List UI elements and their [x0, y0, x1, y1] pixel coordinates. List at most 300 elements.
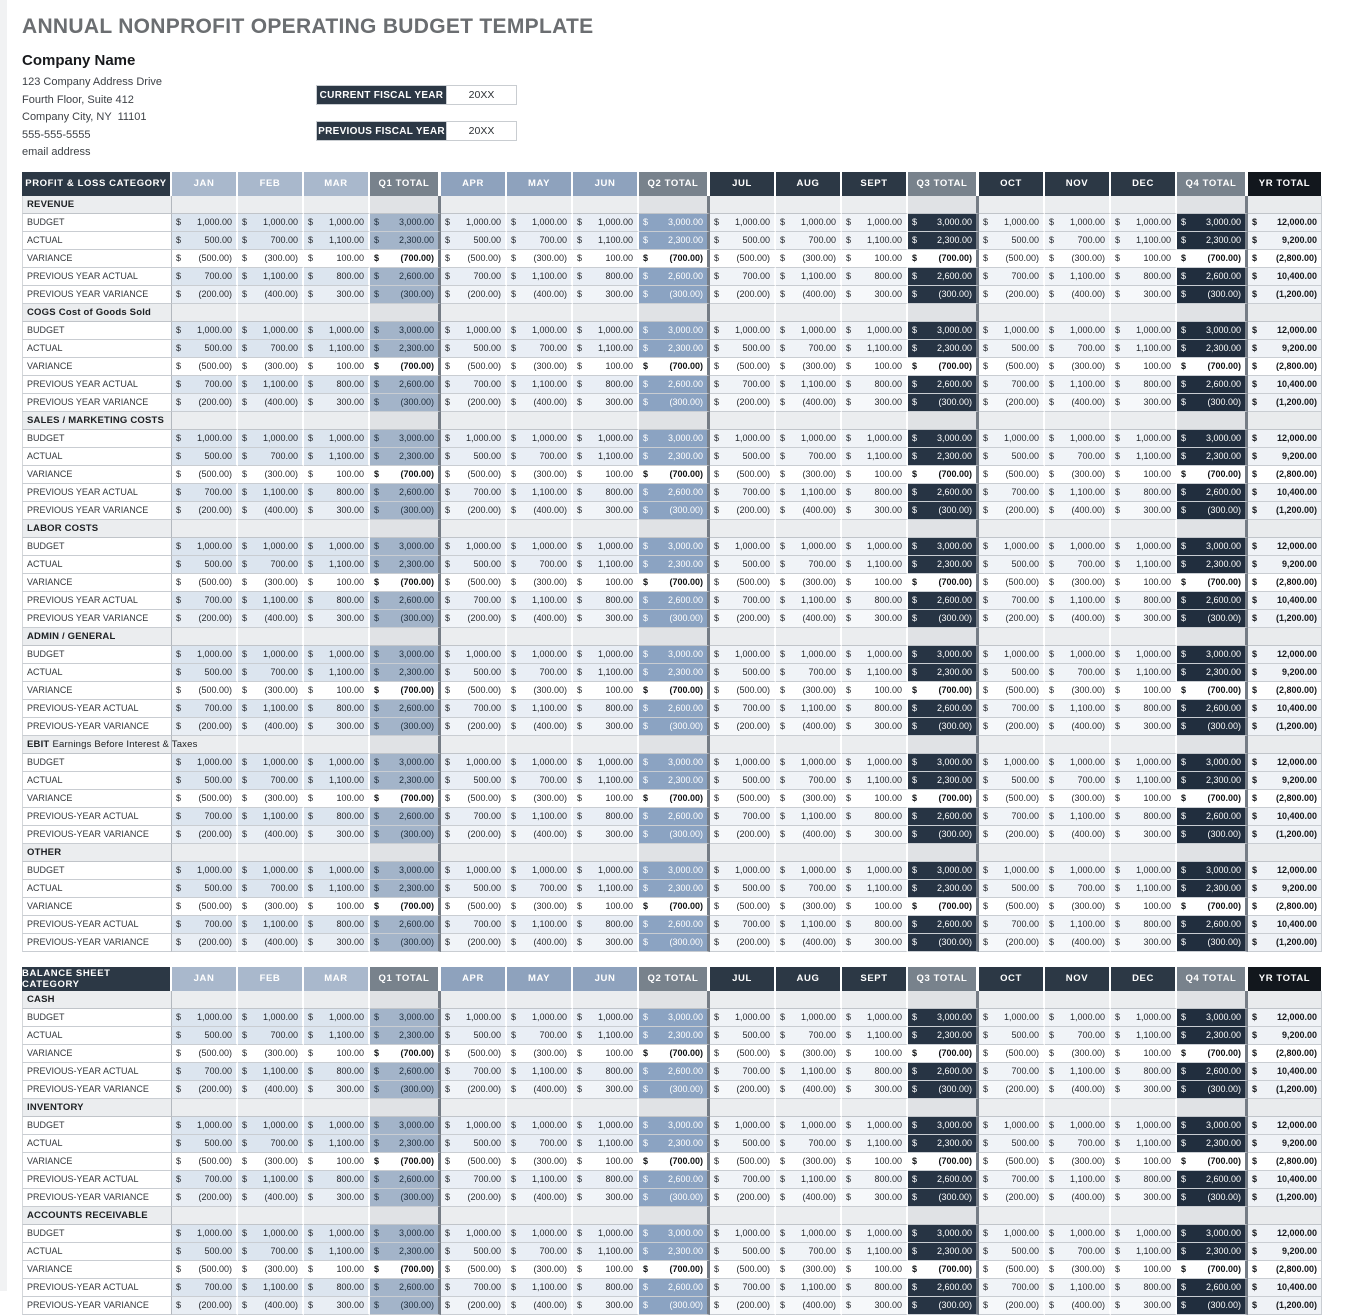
value-cell[interactable] — [172, 1261, 238, 1279]
section-cell[interactable] — [304, 1207, 370, 1225]
value-cell[interactable] — [238, 934, 304, 952]
value-cell[interactable] — [573, 358, 639, 376]
column-header-q1-total[interactable]: Q1 TOTAL — [370, 172, 441, 196]
value-cell[interactable] — [238, 376, 304, 394]
value-cell[interactable] — [1177, 358, 1248, 376]
section-cell[interactable] — [776, 736, 842, 754]
value-cell[interactable] — [710, 916, 776, 934]
value-cell[interactable] — [639, 340, 710, 358]
value-cell[interactable] — [304, 1243, 370, 1261]
value-cell[interactable] — [908, 286, 979, 304]
value-cell[interactable] — [639, 322, 710, 340]
value-cell[interactable] — [441, 250, 507, 268]
value-cell[interactable] — [573, 790, 639, 808]
value-cell[interactable] — [1045, 862, 1111, 880]
value-cell[interactable] — [441, 718, 507, 736]
value-cell[interactable] — [172, 556, 238, 574]
row-label-cell[interactable]: VARIANCE — [22, 1153, 172, 1171]
value-cell[interactable] — [1248, 376, 1322, 394]
value-cell[interactable] — [1177, 1081, 1248, 1099]
section-cell[interactable] — [1177, 304, 1248, 322]
section-cell[interactable] — [979, 844, 1045, 862]
value-cell[interactable] — [238, 1009, 304, 1027]
value-cell[interactable] — [441, 1135, 507, 1153]
section-cell[interactable] — [776, 196, 842, 214]
value-cell[interactable] — [573, 1297, 639, 1315]
value-cell[interactable] — [710, 700, 776, 718]
value-cell[interactable] — [441, 610, 507, 628]
value-cell[interactable] — [776, 214, 842, 232]
value-cell[interactable] — [441, 574, 507, 592]
row-label-cell[interactable]: ACTUAL — [22, 880, 172, 898]
value-cell[interactable] — [172, 826, 238, 844]
value-cell[interactable] — [304, 934, 370, 952]
value-cell[interactable] — [639, 808, 710, 826]
value-cell[interactable] — [1248, 934, 1322, 952]
value-cell[interactable] — [507, 232, 573, 250]
value-cell[interactable] — [639, 772, 710, 790]
section-cell[interactable] — [1045, 991, 1111, 1009]
value-cell[interactable] — [1045, 1297, 1111, 1315]
value-cell[interactable] — [1177, 790, 1248, 808]
value-cell[interactable] — [238, 898, 304, 916]
value-cell[interactable] — [776, 934, 842, 952]
value-cell[interactable] — [776, 250, 842, 268]
value-cell[interactable] — [441, 466, 507, 484]
section-cell[interactable] — [573, 736, 639, 754]
value-cell[interactable] — [1111, 700, 1177, 718]
value-cell[interactable] — [1177, 646, 1248, 664]
value-cell[interactable] — [370, 250, 441, 268]
value-cell[interactable] — [441, 1279, 507, 1297]
value-cell[interactable] — [1248, 250, 1322, 268]
value-cell[interactable] — [639, 934, 710, 952]
column-header-apr[interactable]: APR — [441, 967, 507, 991]
value-cell[interactable] — [639, 484, 710, 502]
value-cell[interactable] — [842, 358, 908, 376]
value-cell[interactable] — [573, 898, 639, 916]
value-cell[interactable] — [370, 610, 441, 628]
value-cell[interactable] — [1248, 862, 1322, 880]
value-cell[interactable] — [238, 340, 304, 358]
value-cell[interactable] — [1111, 232, 1177, 250]
value-cell[interactable] — [238, 1171, 304, 1189]
value-cell[interactable] — [979, 862, 1045, 880]
column-header-jul[interactable]: JUL — [710, 967, 776, 991]
value-cell[interactable] — [1177, 232, 1248, 250]
value-cell[interactable] — [573, 1189, 639, 1207]
value-cell[interactable] — [639, 1045, 710, 1063]
value-cell[interactable] — [979, 286, 1045, 304]
section-cell[interactable] — [1045, 1207, 1111, 1225]
value-cell[interactable] — [710, 1117, 776, 1135]
value-cell[interactable] — [172, 718, 238, 736]
row-label-cell[interactable]: PREVIOUS-YEAR ACTUAL — [22, 700, 172, 718]
section-cell[interactable] — [1177, 1099, 1248, 1117]
value-cell[interactable] — [710, 466, 776, 484]
value-cell[interactable] — [1248, 394, 1322, 412]
section-cell[interactable] — [1177, 196, 1248, 214]
section-cell[interactable] — [979, 991, 1045, 1009]
value-cell[interactable] — [1111, 394, 1177, 412]
value-cell[interactable] — [776, 808, 842, 826]
value-cell[interactable] — [172, 610, 238, 628]
value-cell[interactable] — [238, 826, 304, 844]
value-cell[interactable] — [842, 790, 908, 808]
value-cell[interactable] — [507, 1081, 573, 1099]
value-cell[interactable] — [304, 250, 370, 268]
value-cell[interactable] — [1177, 286, 1248, 304]
value-cell[interactable] — [573, 376, 639, 394]
value-cell[interactable] — [639, 1171, 710, 1189]
value-cell[interactable] — [441, 1153, 507, 1171]
section-cell[interactable] — [507, 1207, 573, 1225]
value-cell[interactable] — [710, 322, 776, 340]
value-cell[interactable] — [507, 268, 573, 286]
section-title-cell[interactable] — [22, 1207, 172, 1225]
value-cell[interactable] — [1045, 232, 1111, 250]
section-cell[interactable] — [370, 304, 441, 322]
value-cell[interactable] — [1111, 916, 1177, 934]
column-header-feb[interactable]: FEB — [238, 967, 304, 991]
value-cell[interactable] — [776, 862, 842, 880]
value-cell[interactable] — [370, 1081, 441, 1099]
section-cell[interactable] — [441, 991, 507, 1009]
value-cell[interactable] — [639, 394, 710, 412]
section-cell[interactable] — [1177, 844, 1248, 862]
value-cell[interactable] — [842, 934, 908, 952]
value-cell[interactable] — [238, 1081, 304, 1099]
section-cell[interactable] — [842, 991, 908, 1009]
row-label-cell[interactable]: BUDGET — [22, 538, 172, 556]
value-cell[interactable] — [370, 790, 441, 808]
value-cell[interactable] — [238, 1243, 304, 1261]
column-header-dec[interactable]: DEC — [1111, 172, 1177, 196]
section-cell[interactable] — [1045, 304, 1111, 322]
row-label-cell[interactable]: PREVIOUS-YEAR VARIANCE — [22, 1189, 172, 1207]
value-cell[interactable] — [238, 790, 304, 808]
value-cell[interactable] — [776, 322, 842, 340]
value-cell[interactable] — [1045, 718, 1111, 736]
column-header-dec[interactable]: DEC — [1111, 967, 1177, 991]
value-cell[interactable] — [1248, 538, 1322, 556]
value-cell[interactable] — [979, 1009, 1045, 1027]
value-cell[interactable] — [710, 430, 776, 448]
value-cell[interactable] — [908, 664, 979, 682]
value-cell[interactable] — [776, 556, 842, 574]
section-cell[interactable] — [639, 520, 710, 538]
value-cell[interactable] — [979, 556, 1045, 574]
section-cell[interactable] — [441, 304, 507, 322]
section-cell[interactable] — [979, 628, 1045, 646]
value-cell[interactable] — [979, 1189, 1045, 1207]
value-cell[interactable] — [1177, 610, 1248, 628]
value-cell[interactable] — [1177, 934, 1248, 952]
value-cell[interactable] — [304, 1063, 370, 1081]
value-cell[interactable] — [304, 448, 370, 466]
value-cell[interactable] — [710, 1009, 776, 1027]
value-cell[interactable] — [639, 592, 710, 610]
value-cell[interactable] — [776, 376, 842, 394]
value-cell[interactable] — [710, 592, 776, 610]
section-cell[interactable] — [370, 412, 441, 430]
section-cell[interactable] — [441, 628, 507, 646]
section-title-cell[interactable] — [22, 1099, 172, 1117]
value-cell[interactable] — [238, 502, 304, 520]
value-cell[interactable] — [979, 322, 1045, 340]
value-cell[interactable] — [776, 502, 842, 520]
value-cell[interactable] — [573, 322, 639, 340]
value-cell[interactable] — [441, 1297, 507, 1315]
value-cell[interactable] — [776, 1189, 842, 1207]
value-cell[interactable] — [842, 664, 908, 682]
section-cell[interactable] — [441, 520, 507, 538]
section-cell[interactable] — [441, 1207, 507, 1225]
value-cell[interactable] — [304, 646, 370, 664]
section-cell[interactable] — [304, 304, 370, 322]
value-cell[interactable] — [842, 1297, 908, 1315]
value-cell[interactable] — [172, 448, 238, 466]
value-cell[interactable] — [1177, 1261, 1248, 1279]
value-cell[interactable] — [441, 394, 507, 412]
section-cell[interactable] — [639, 412, 710, 430]
value-cell[interactable] — [1248, 592, 1322, 610]
value-cell[interactable] — [1177, 862, 1248, 880]
value-cell[interactable] — [908, 556, 979, 574]
section-title-cell[interactable] — [22, 736, 198, 754]
value-cell[interactable] — [573, 646, 639, 664]
value-cell[interactable] — [979, 538, 1045, 556]
section-cell[interactable] — [1111, 520, 1177, 538]
value-cell[interactable] — [908, 1135, 979, 1153]
value-cell[interactable] — [370, 448, 441, 466]
value-cell[interactable] — [710, 1153, 776, 1171]
value-cell[interactable] — [507, 646, 573, 664]
value-cell[interactable] — [1177, 502, 1248, 520]
value-cell[interactable] — [172, 1027, 238, 1045]
value-cell[interactable] — [172, 232, 238, 250]
value-cell[interactable] — [908, 1297, 979, 1315]
section-cell[interactable] — [172, 412, 238, 430]
value-cell[interactable] — [908, 358, 979, 376]
section-title-cell[interactable] — [22, 196, 172, 214]
value-cell[interactable] — [908, 1009, 979, 1027]
value-cell[interactable] — [979, 934, 1045, 952]
value-cell[interactable] — [842, 214, 908, 232]
value-cell[interactable] — [172, 700, 238, 718]
section-cell[interactable] — [979, 736, 1045, 754]
value-cell[interactable] — [1111, 286, 1177, 304]
value-cell[interactable] — [1045, 358, 1111, 376]
section-cell[interactable] — [639, 304, 710, 322]
value-cell[interactable] — [507, 448, 573, 466]
row-label-cell[interactable]: ACTUAL — [22, 556, 172, 574]
value-cell[interactable] — [507, 1243, 573, 1261]
row-label-cell[interactable]: BUDGET — [22, 214, 172, 232]
section-cell[interactable] — [1045, 412, 1111, 430]
section-cell[interactable] — [908, 520, 979, 538]
value-cell[interactable] — [441, 1045, 507, 1063]
value-cell[interactable] — [238, 754, 304, 772]
value-cell[interactable] — [1248, 484, 1322, 502]
value-cell[interactable] — [776, 916, 842, 934]
section-cell[interactable] — [1177, 736, 1248, 754]
value-cell[interactable] — [639, 358, 710, 376]
value-cell[interactable] — [573, 1117, 639, 1135]
value-cell[interactable] — [238, 1027, 304, 1045]
section-cell[interactable] — [1111, 304, 1177, 322]
value-cell[interactable] — [1111, 790, 1177, 808]
value-cell[interactable] — [172, 250, 238, 268]
value-cell[interactable] — [172, 484, 238, 502]
value-cell[interactable] — [1045, 1117, 1111, 1135]
value-cell[interactable] — [1177, 898, 1248, 916]
value-cell[interactable] — [1111, 682, 1177, 700]
value-cell[interactable] — [842, 1117, 908, 1135]
value-cell[interactable] — [1045, 1225, 1111, 1243]
value-cell[interactable] — [507, 466, 573, 484]
value-cell[interactable] — [710, 1261, 776, 1279]
section-cell[interactable] — [908, 1099, 979, 1117]
value-cell[interactable] — [1111, 502, 1177, 520]
value-cell[interactable] — [172, 682, 238, 700]
value-cell[interactable] — [1111, 250, 1177, 268]
value-cell[interactable] — [776, 430, 842, 448]
value-cell[interactable] — [304, 376, 370, 394]
section-cell[interactable] — [1045, 196, 1111, 214]
value-cell[interactable] — [238, 538, 304, 556]
value-cell[interactable] — [238, 1189, 304, 1207]
value-cell[interactable] — [842, 682, 908, 700]
section-cell[interactable] — [908, 304, 979, 322]
value-cell[interactable] — [710, 448, 776, 466]
value-cell[interactable] — [710, 898, 776, 916]
value-cell[interactable] — [304, 700, 370, 718]
row-label-cell[interactable]: ACTUAL — [22, 340, 172, 358]
section-cell[interactable] — [370, 520, 441, 538]
value-cell[interactable] — [639, 1135, 710, 1153]
value-cell[interactable] — [1177, 1027, 1248, 1045]
value-cell[interactable] — [304, 1225, 370, 1243]
column-header-sept[interactable]: SEPT — [842, 967, 908, 991]
value-cell[interactable] — [1045, 1009, 1111, 1027]
value-cell[interactable] — [1248, 1135, 1322, 1153]
section-cell[interactable] — [507, 991, 573, 1009]
value-cell[interactable] — [238, 1063, 304, 1081]
section-cell[interactable] — [908, 736, 979, 754]
value-cell[interactable] — [304, 322, 370, 340]
value-cell[interactable] — [842, 1009, 908, 1027]
value-cell[interactable] — [1248, 556, 1322, 574]
value-cell[interactable] — [639, 664, 710, 682]
value-cell[interactable] — [172, 1279, 238, 1297]
section-cell[interactable] — [172, 196, 238, 214]
value-cell[interactable] — [979, 1081, 1045, 1099]
section-cell[interactable] — [507, 412, 573, 430]
value-cell[interactable] — [304, 916, 370, 934]
value-cell[interactable] — [1248, 1063, 1322, 1081]
value-cell[interactable] — [238, 718, 304, 736]
value-cell[interactable] — [908, 646, 979, 664]
value-cell[interactable] — [441, 322, 507, 340]
section-cell[interactable] — [370, 196, 441, 214]
row-label-cell[interactable]: PREVIOUS-YEAR VARIANCE — [22, 718, 172, 736]
section-cell[interactable] — [710, 196, 776, 214]
value-cell[interactable] — [908, 1189, 979, 1207]
value-cell[interactable] — [573, 538, 639, 556]
value-cell[interactable] — [639, 754, 710, 772]
value-cell[interactable] — [304, 1045, 370, 1063]
section-cell[interactable] — [842, 520, 908, 538]
value-cell[interactable] — [304, 592, 370, 610]
value-cell[interactable] — [639, 1261, 710, 1279]
value-cell[interactable] — [1045, 1063, 1111, 1081]
value-cell[interactable] — [304, 1189, 370, 1207]
value-cell[interactable] — [304, 1171, 370, 1189]
value-cell[interactable] — [979, 502, 1045, 520]
section-cell[interactable] — [172, 304, 238, 322]
value-cell[interactable] — [908, 1045, 979, 1063]
column-header-mar[interactable]: MAR — [304, 967, 370, 991]
value-cell[interactable] — [908, 682, 979, 700]
section-cell[interactable] — [842, 1207, 908, 1225]
value-cell[interactable] — [842, 898, 908, 916]
section-cell[interactable] — [979, 196, 1045, 214]
value-cell[interactable] — [1248, 358, 1322, 376]
value-cell[interactable] — [1248, 1081, 1322, 1099]
value-cell[interactable] — [1248, 574, 1322, 592]
value-cell[interactable] — [1177, 1135, 1248, 1153]
row-label-cell[interactable]: VARIANCE — [22, 898, 172, 916]
value-cell[interactable] — [1177, 754, 1248, 772]
section-cell[interactable] — [1045, 736, 1111, 754]
value-cell[interactable] — [842, 808, 908, 826]
value-cell[interactable] — [238, 394, 304, 412]
section-cell[interactable] — [710, 628, 776, 646]
value-cell[interactable] — [1248, 268, 1322, 286]
section-cell[interactable] — [639, 736, 710, 754]
section-cell[interactable] — [776, 628, 842, 646]
value-cell[interactable] — [710, 556, 776, 574]
value-cell[interactable] — [1045, 772, 1111, 790]
value-cell[interactable] — [1177, 574, 1248, 592]
value-cell[interactable] — [639, 430, 710, 448]
section-cell[interactable] — [1248, 991, 1322, 1009]
value-cell[interactable] — [1248, 664, 1322, 682]
column-header-apr[interactable]: APR — [441, 172, 507, 196]
section-cell[interactable] — [842, 196, 908, 214]
section-cell[interactable] — [1111, 991, 1177, 1009]
value-cell[interactable] — [370, 232, 441, 250]
value-cell[interactable] — [238, 916, 304, 934]
row-label-cell[interactable]: ACTUAL — [22, 448, 172, 466]
value-cell[interactable] — [908, 1279, 979, 1297]
value-cell[interactable] — [370, 1189, 441, 1207]
value-cell[interactable] — [776, 394, 842, 412]
value-cell[interactable] — [1111, 556, 1177, 574]
value-cell[interactable] — [1045, 934, 1111, 952]
value-cell[interactable] — [507, 502, 573, 520]
value-cell[interactable] — [1248, 286, 1322, 304]
value-cell[interactable] — [172, 1063, 238, 1081]
value-cell[interactable] — [238, 214, 304, 232]
value-cell[interactable] — [1248, 1171, 1322, 1189]
value-cell[interactable] — [639, 574, 710, 592]
value-cell[interactable] — [842, 574, 908, 592]
value-cell[interactable] — [172, 538, 238, 556]
value-cell[interactable] — [1045, 1171, 1111, 1189]
section-cell[interactable] — [1177, 628, 1248, 646]
